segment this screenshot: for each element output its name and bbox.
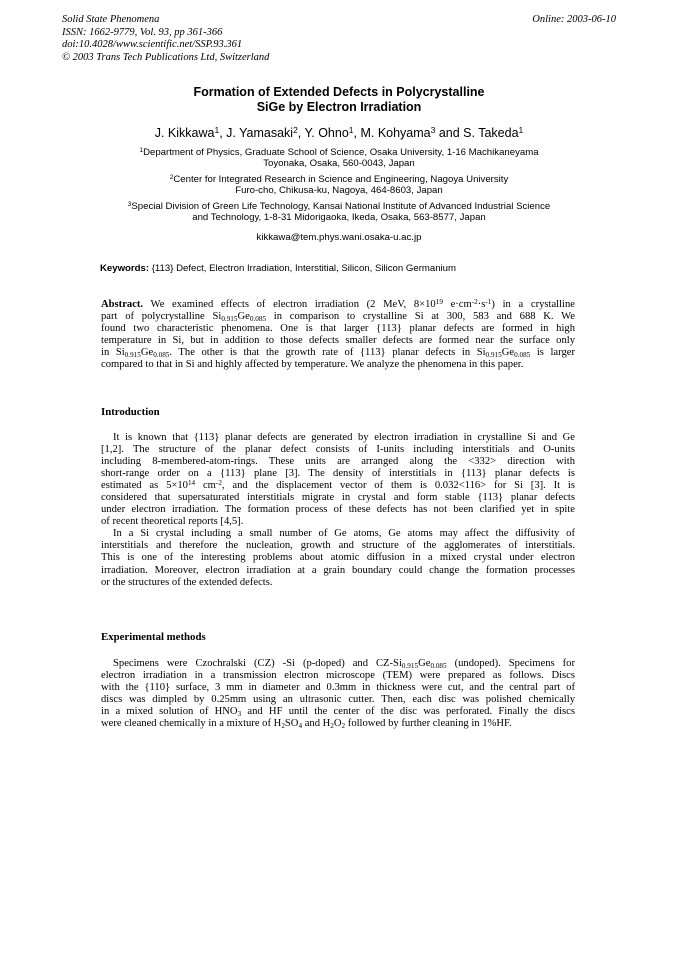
paragraph-line: including 8-membered-atom-rings. These units are arranged along the <332> direction with <box>101 456 575 468</box>
affiliation-line: Center for Integrated Research in Science and Engineering, Nagoya University <box>173 174 509 185</box>
paragraph-text: 2 <box>330 722 334 731</box>
paragraph-line: discs was dimpled by 0.25mm using an ultrasonic cutter. Then, each disc was polished chemically <box>101 694 575 706</box>
paragraph-text: were cleaned chemically in a mixture of H <box>101 718 282 730</box>
author-list <box>0 126 678 140</box>
abstract-text: temperature in Si, but in addition to those defects smaller defects are formed near the surface only <box>101 335 575 347</box>
paragraph-text: 2 <box>281 722 285 731</box>
keywords <box>100 263 456 274</box>
paragraph-text: 4 <box>298 722 303 731</box>
abstract-text: 0.915 <box>221 314 238 323</box>
introduction-heading: Introduction <box>101 406 160 418</box>
paragraph-text: (undoped). Specimens for <box>446 658 575 669</box>
abstract-text: compared to that in Si and highly affected by temperature. We analyze the phenomena in this paper. <box>101 359 524 371</box>
paragraph-text: , and the displacement vector of them is 0.032<116> for Si [3]. It is <box>221 480 576 492</box>
introduction-paragraph-1 <box>101 432 575 589</box>
affiliation-mark: 3 <box>127 201 132 209</box>
abstract-text: -1 <box>485 297 492 306</box>
paragraph-text: estimated as 5×10 <box>101 480 188 492</box>
abstract-text: . The other is that the growth rate of {113} planar defects in Si <box>169 347 486 359</box>
journal-doi: doi:10.4028/www.scientific.net/SSP.93.361 <box>62 39 243 50</box>
abstract-text: Ge <box>140 347 154 359</box>
paragraph-text: Ge <box>418 658 431 669</box>
author-name: J. Kikkawa <box>154 126 215 140</box>
abstract-text: Ge <box>237 311 250 323</box>
abstract-text: e·cm <box>442 299 472 310</box>
affiliation-mark: 1 <box>139 147 144 155</box>
affiliation-line: Furo-cho, Chikusa-ku, Nagoya, 464-8603, Japan <box>235 185 443 197</box>
abstract-text: is larger <box>530 347 576 359</box>
paragraph-line: interstitials and therefore the nucleation, growth and structure of the agglomerates of interstitials. <box>101 540 575 552</box>
paragraph-text: 3 <box>237 709 242 718</box>
methods-paragraph <box>101 658 575 730</box>
paragraph-line: of recent theoretical reports [4,5]. <box>101 516 244 528</box>
title-line-2: SiGe by Electron Irradiation <box>256 99 422 114</box>
paragraph-text: 0.915 <box>401 661 419 670</box>
paragraph-text: in a mixed solution of HNO <box>101 706 238 718</box>
methods-heading: Experimental methods <box>101 631 206 643</box>
online-date: Online: 2003-06-10 <box>532 14 616 25</box>
paragraph-line: or the structures of the extended defects. <box>101 576 273 588</box>
affiliation-line: Toyonaka, Osaka, 560-0043, Japan <box>263 158 415 170</box>
paragraph-line: In a Si crystal including a small number of Ge atoms, Ge atoms may affect the diffusivity of <box>113 528 575 540</box>
paragraph-line: [1,2]. The structure of the planar defect consists of I-units including interstitials and O-units <box>101 444 575 456</box>
author-affil-mark: 3 <box>430 125 436 136</box>
paragraph-line: short-range order on a {113} plane [3]. The density of interstitials in {113} planar defects is <box>101 468 575 480</box>
paper-title <box>0 85 678 114</box>
abstract-text: in comparison to crystalline Si at 300, 583 and 688 K. We <box>266 311 575 323</box>
paragraph-text: Specimens were Czochralski (CZ) -Si (p-doped) and CZ-Si <box>113 658 402 669</box>
abstract-text: 0.915 <box>485 350 502 359</box>
paragraph-text: 2 <box>341 722 346 731</box>
paragraph-text: 0.085 <box>430 661 447 670</box>
paragraph-line: with the {110} surface, 3 mm in diameter and 0.3mm in thickness were cut, and the central part of <box>101 682 575 694</box>
affiliation-line: Department of Physics, Graduate School of Science, Osaka University, 1-16 Machikaneyama <box>143 147 539 158</box>
abstract-text: ·s <box>477 299 486 310</box>
paragraph-text: and HF until the center of the disc was perforated. Finally the discs <box>241 706 575 718</box>
abstract-text: 0.085 <box>153 350 170 359</box>
author-name: , J. Yamasaki <box>219 126 294 140</box>
paragraph-text: SO <box>284 718 299 730</box>
author-affil-mark: 1 <box>518 125 524 136</box>
affiliation-mark: 2 <box>169 174 174 182</box>
abstract-text: Ge <box>501 347 515 359</box>
paragraph-line: irradiation. Moreover, electron irradiation at a grain boundary could change the formation processes <box>101 564 575 576</box>
abstract-text: ) in a crystalline <box>491 299 575 310</box>
author-affil-mark: 2 <box>293 125 298 136</box>
journal-issn: ISSN: 1662-9779, Vol. 93, pp 361-366 <box>62 26 223 38</box>
paragraph-text: O <box>333 718 342 730</box>
abstract-text: -2 <box>471 297 478 306</box>
affiliation-3 <box>0 201 678 223</box>
title-line-1: Formation of Extended Defects in Polycrystalline <box>193 85 485 99</box>
paragraph-line: electron irradiation in a transmission electron microscope (TEM) were prepared as follows. Discs <box>101 670 575 682</box>
abstract-label: Abstract. <box>101 299 144 310</box>
paragraph-text: and H <box>302 718 331 730</box>
affiliation-1 <box>0 147 678 169</box>
paragraph-text: cm <box>195 480 216 492</box>
keywords-label: Keywords: <box>100 263 150 274</box>
paragraph-line: It is known that {113} planar defects are generated by electron irradiation in crystalline Si and Ge <box>113 432 575 443</box>
journal-header <box>62 14 269 64</box>
affiliation-line: and Technology, 1-8-31 Midorigaoka, Ikeda, Osaka, 563-8577, Japan <box>192 212 486 224</box>
paragraph-line: under electron irradiation. The formation process of these defects has not been clarified yet in spite <box>101 504 575 516</box>
abstract-text: in Si <box>101 347 125 359</box>
paragraph-line: considered that supersaturated interstitials migrate in crystal and form stable {113} planar defects <box>101 492 575 504</box>
abstract-text: part of polycrystalline Si <box>101 311 222 323</box>
paragraph-text: 14 <box>187 478 196 487</box>
abstract-text: 0.085 <box>514 350 531 359</box>
author-name: , M. Kohyama <box>353 126 431 140</box>
journal-name: Solid State Phenomena <box>62 14 160 25</box>
journal-copyright: © 2003 Trans Tech Publications Ltd, Switzerland <box>62 51 270 63</box>
affiliation-2 <box>0 174 678 196</box>
abstract-text: found two characteristic phenomena. One is that larger {113} planar defects are formed in high <box>101 323 575 335</box>
author-affil-mark: 1 <box>214 125 220 136</box>
author-name: and S. Takeda <box>435 126 519 140</box>
keywords-text: {113} Defect, Electron Irradiation, Interstitial, Silicon, Silicon Germanium <box>149 263 457 274</box>
paragraph-text: followed by further cleaning in 1%HF. <box>345 718 512 730</box>
abstract <box>101 299 575 371</box>
affiliation-line: Special Division of Green Life Technology, Kansai National Institute of Advanced Industrial Science <box>131 201 551 212</box>
abstract-text: 19 <box>435 297 443 306</box>
abstract-text: 0.085 <box>249 314 267 323</box>
author-name: , Y. Ohno <box>297 126 349 140</box>
author-affil-mark: 1 <box>348 125 354 136</box>
corresponding-email[interactable]: kikkawa@tem.phys.wani.osaka-u.ac.jp <box>256 232 422 243</box>
paragraph-text: -2 <box>215 478 222 487</box>
abstract-text: 0.915 <box>124 350 141 359</box>
paragraph-line: This is one of the interesting problems about atomic diffusion in a mixed crystal under electron <box>101 552 575 564</box>
abstract-text: We examined effects of electron irradiation (2 MeV, 8×10 <box>143 299 436 310</box>
